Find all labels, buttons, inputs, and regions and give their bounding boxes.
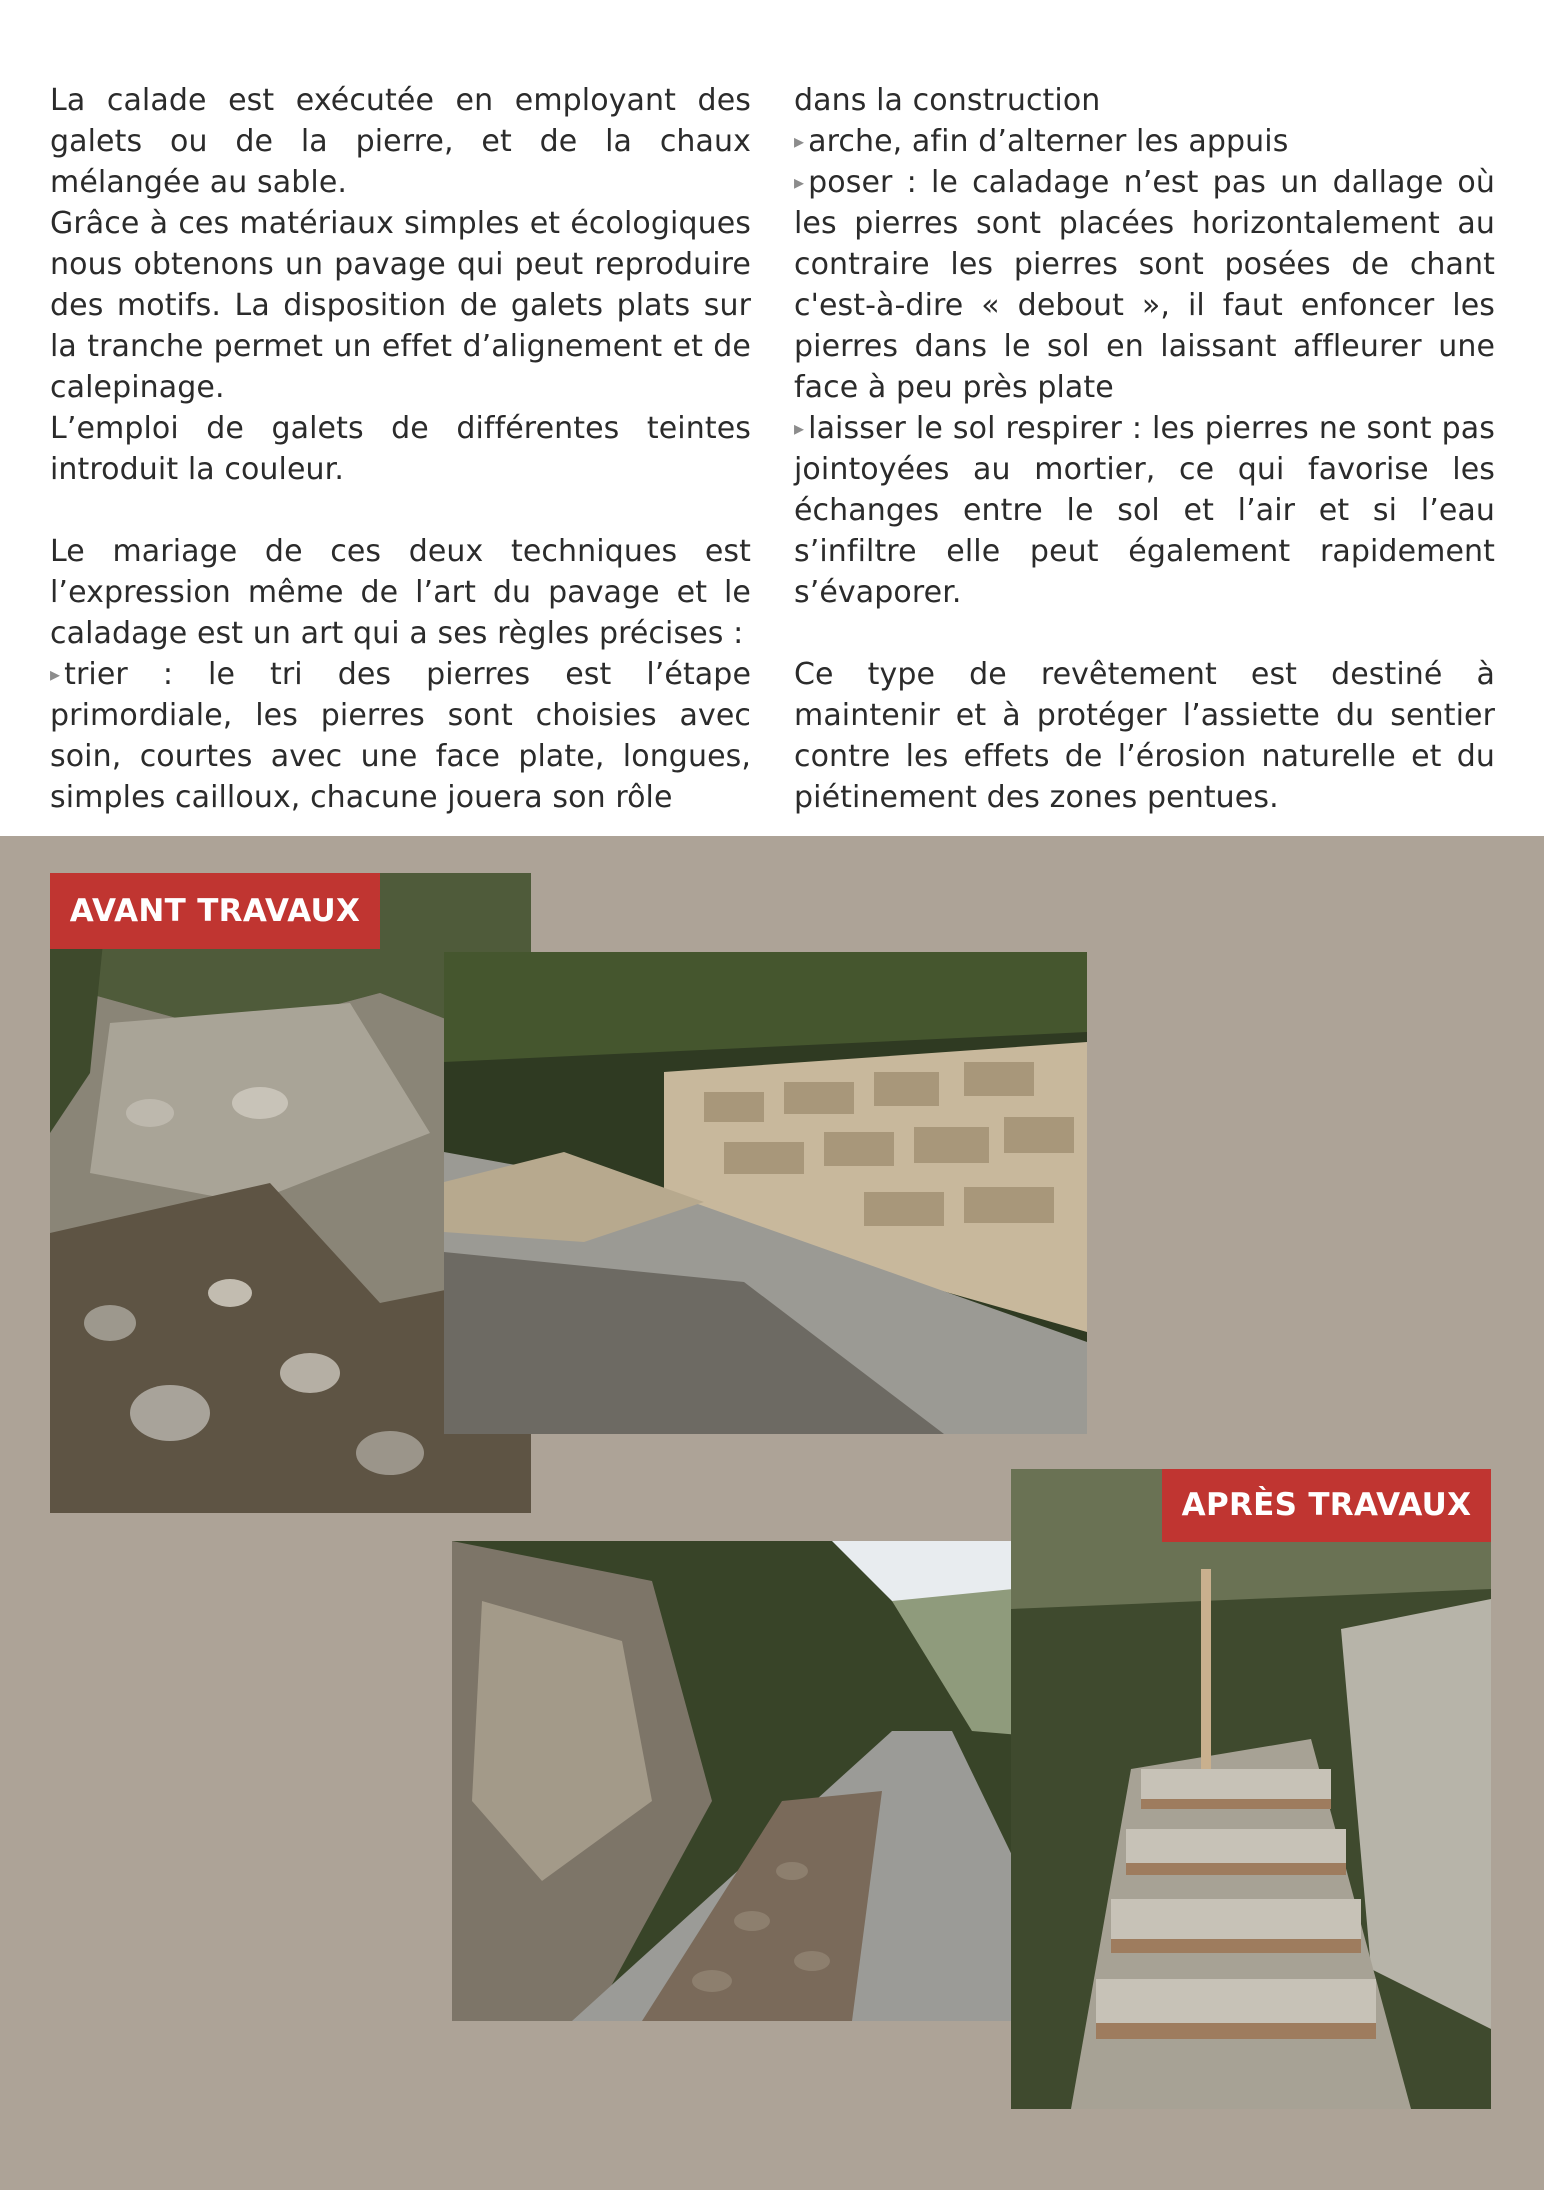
- photo-after-stone-steps: [1011, 1469, 1491, 2109]
- paragraph-calade: La calade est exécutée en employant des galets ou de la pierre, et de la chaux mélangée au sable.: [50, 83, 751, 200]
- bullet-arrow-icon: ▸: [794, 416, 805, 440]
- left-column: [50, 80, 751, 818]
- bullet-arrow-icon: ▸: [794, 170, 805, 194]
- text-columns: [50, 80, 1495, 818]
- bullet-arrow-icon: ▸: [794, 129, 805, 153]
- bullet-item-trier: [50, 654, 751, 818]
- photo-before-stone-wall: [444, 952, 1087, 1434]
- paragraph-techniques: Le mariage de ces deux techniques est l’expression même de l’art du pavage et le caladage est un art qui a ses règles précises :: [50, 534, 751, 651]
- bullet-item-respirer: [794, 408, 1495, 613]
- bullet-arrow-icon: ▸: [50, 662, 61, 686]
- bullet-item-poser: [794, 162, 1495, 408]
- photo-after-paved-road: [452, 1541, 1094, 2021]
- bullet-text: poser : le caladage n’est pas un dallage où les pierres sont placées horizontalement au contraire les pierres sont posées de chant c'est-à-dire « debout », il faut enfoncer les pierres dans le sol en laissant affleurer une face à peu près plate: [794, 165, 1495, 405]
- bullet-text: arche, afin d’alterner les appuis: [808, 124, 1289, 159]
- paragraph-continuation: dans la construction: [794, 83, 1101, 118]
- bullet-text: trier : le tri des pierres est l’étape primordiale, les pierres sont choisies avec soin, courtes avec une face plate, longues, simples cailloux, chacune jouera son rôle: [50, 657, 751, 815]
- right-column: [794, 80, 1495, 818]
- paragraph-materials: Grâce à ces matériaux simples et écologiques nous obtenons un pavage qui peut reproduire des motifs. La disposition de galets plats sur la tranche permet un effet d’alignement et de calepinage.: [50, 206, 751, 405]
- label-after-works: APRÈS TRAVAUX: [1162, 1469, 1491, 1542]
- label-before-works: AVANT TRAVAUX: [50, 873, 380, 949]
- paragraph-revetement: Ce type de revêtement est destiné à maintenir et à protéger l’assiette du sentier contre les effets de l’érosion naturelle et du piétinement des zones pentues.: [794, 657, 1495, 815]
- bullet-item-arche: [794, 121, 1495, 162]
- paragraph-color: L’emploi de galets de différentes teintes introduit la couleur.: [50, 411, 751, 487]
- bullet-text: laisser le sol respirer : les pierres ne sont pas jointoyées au mortier, ce qui favorise les échanges entre le sol et l’air et si l’eau s’infiltre elle peut également rapidement s’évaporer.: [794, 411, 1495, 610]
